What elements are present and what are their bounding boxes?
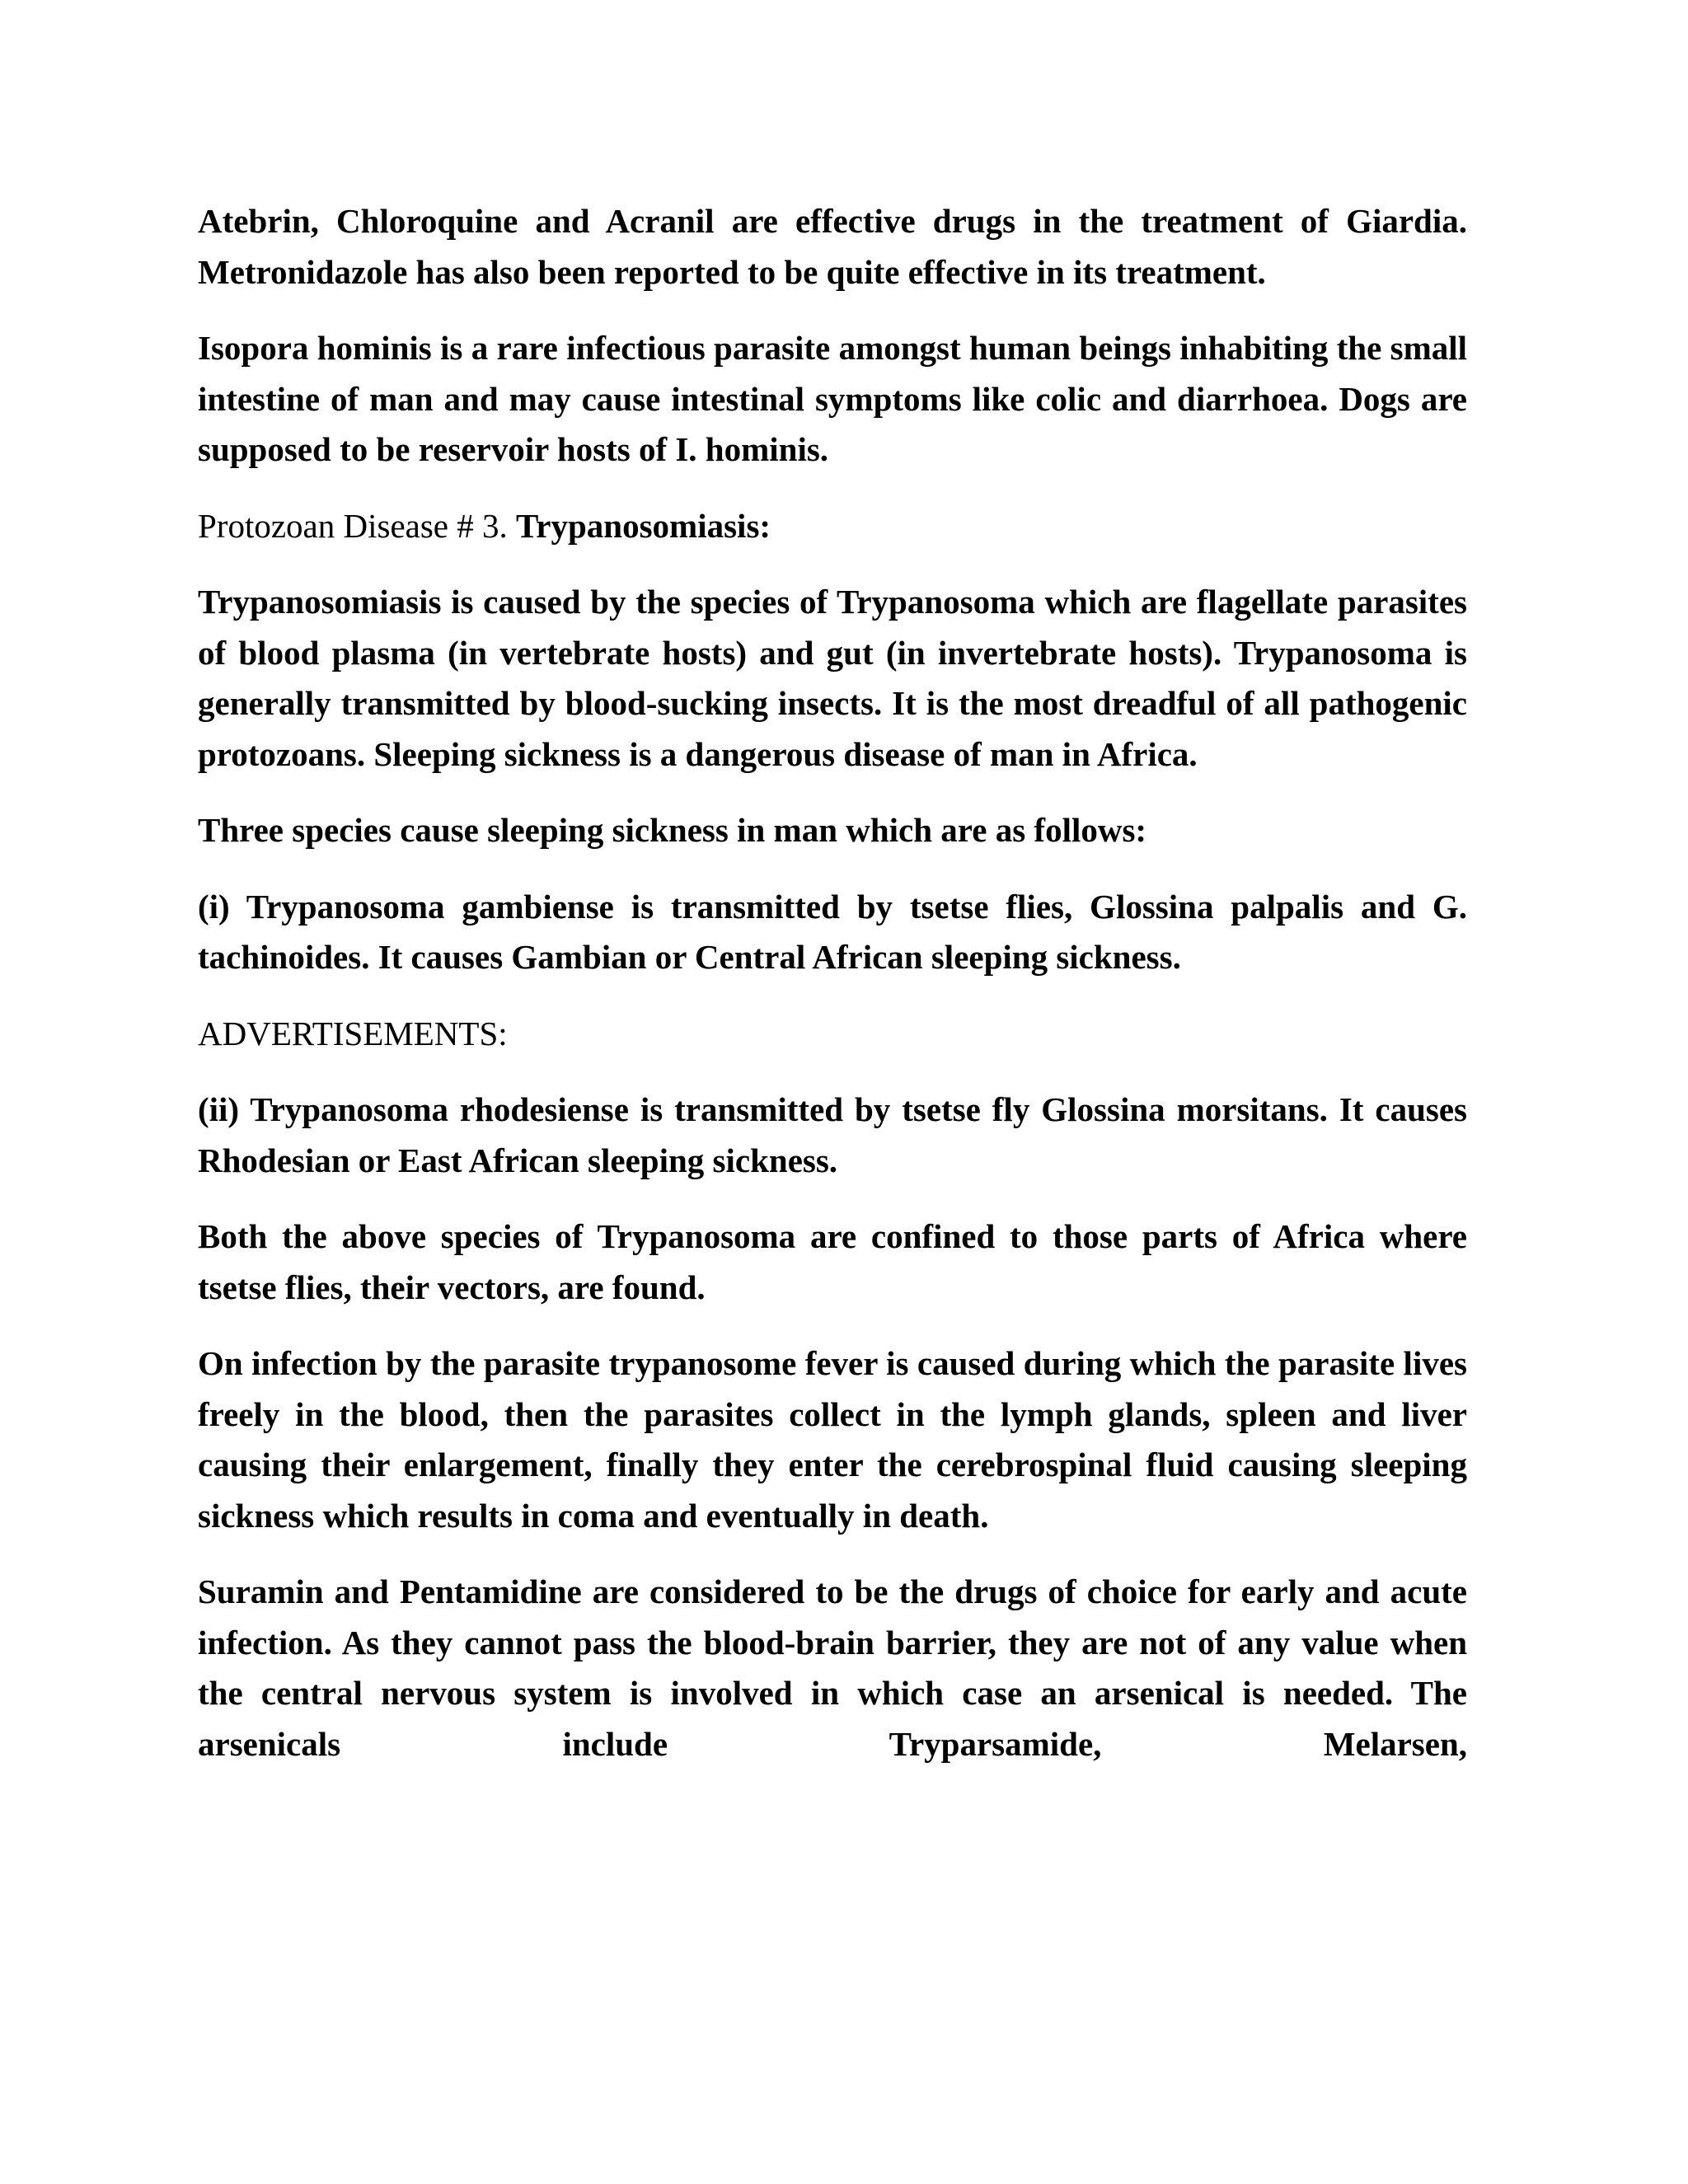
paragraph-drugs-of-choice: Suramin and Pentamidine are considered to be the drugs of choice for early and acute infection. As they cannot pass the blood-brain barrier, they are not of any value when the central nervous system is involved in which case an arsenical is needed. The arsenicals include Tryparsamide, Melarsen, xyxy=(198,1572,1467,1763)
paragraph-three-species: Three species cause sleeping sickness in man which are as follows: xyxy=(198,811,1147,849)
paragraph-giardia-treatment: Atebrin, Chloroquine and Acranil are effective drugs in the treatment of Giardia. Metronidazole has also been reported to be quite effective in its treatment. xyxy=(198,202,1467,291)
section-heading xyxy=(198,501,1467,552)
section-heading-prefix: Protozoan Disease # 3. xyxy=(198,506,508,545)
paragraph-isopora-hominis: Isopora hominis is a rare infectious parasite amongst human beings inhabiting the small intestine of man and may cause intestinal symptoms like colic and diarrhoea. Dogs are supposed to be reservoir hosts of I. hominis. xyxy=(198,329,1467,468)
section-heading-title: Trypanosomiasis: xyxy=(516,506,771,545)
paragraph-infection-course: On infection by the parasite trypanosome fever is caused during which the parasite lives freely in the blood, then the parasites collect in the lymph glands, spleen and liver causing their enlargement, finally they enter the cerebrospinal fluid causing sleeping sickness which results in coma and eventually in death. xyxy=(198,1344,1467,1535)
paragraph-confined-africa: Both the above species of Trypanosoma are confined to those parts of Africa where tsetse flies, their vectors, are found. xyxy=(198,1217,1467,1306)
advertisements-label: ADVERTISEMENTS: xyxy=(198,1014,508,1052)
paragraph-trypanosomiasis-intro: Trypanosomiasis is caused by the species of Trypanosoma which are flagellate parasites of blood plasma (in vertebrate hosts) and gut (in invertebrate hosts). Trypanosoma is generally transmitted by blood-sucking insects. It is the most dreadful of all pathogenic protozoans. Sleeping sickness is a dangerous disease of man in Africa. xyxy=(198,583,1467,773)
paragraph-species-gambiense: (i) Trypanosoma gambiense is transmitted by tsetse flies, Glossina palpalis and G. tachinoides. It causes Gambian or Central African sleeping sickness. xyxy=(198,887,1467,976)
document-page xyxy=(198,196,1467,1795)
paragraph-species-rhodesiense: (ii) Trypanosoma rhodesiense is transmitted by tsetse fly Glossina morsitans. It causes Rhodesian or East African sleeping sickness. xyxy=(198,1090,1467,1179)
